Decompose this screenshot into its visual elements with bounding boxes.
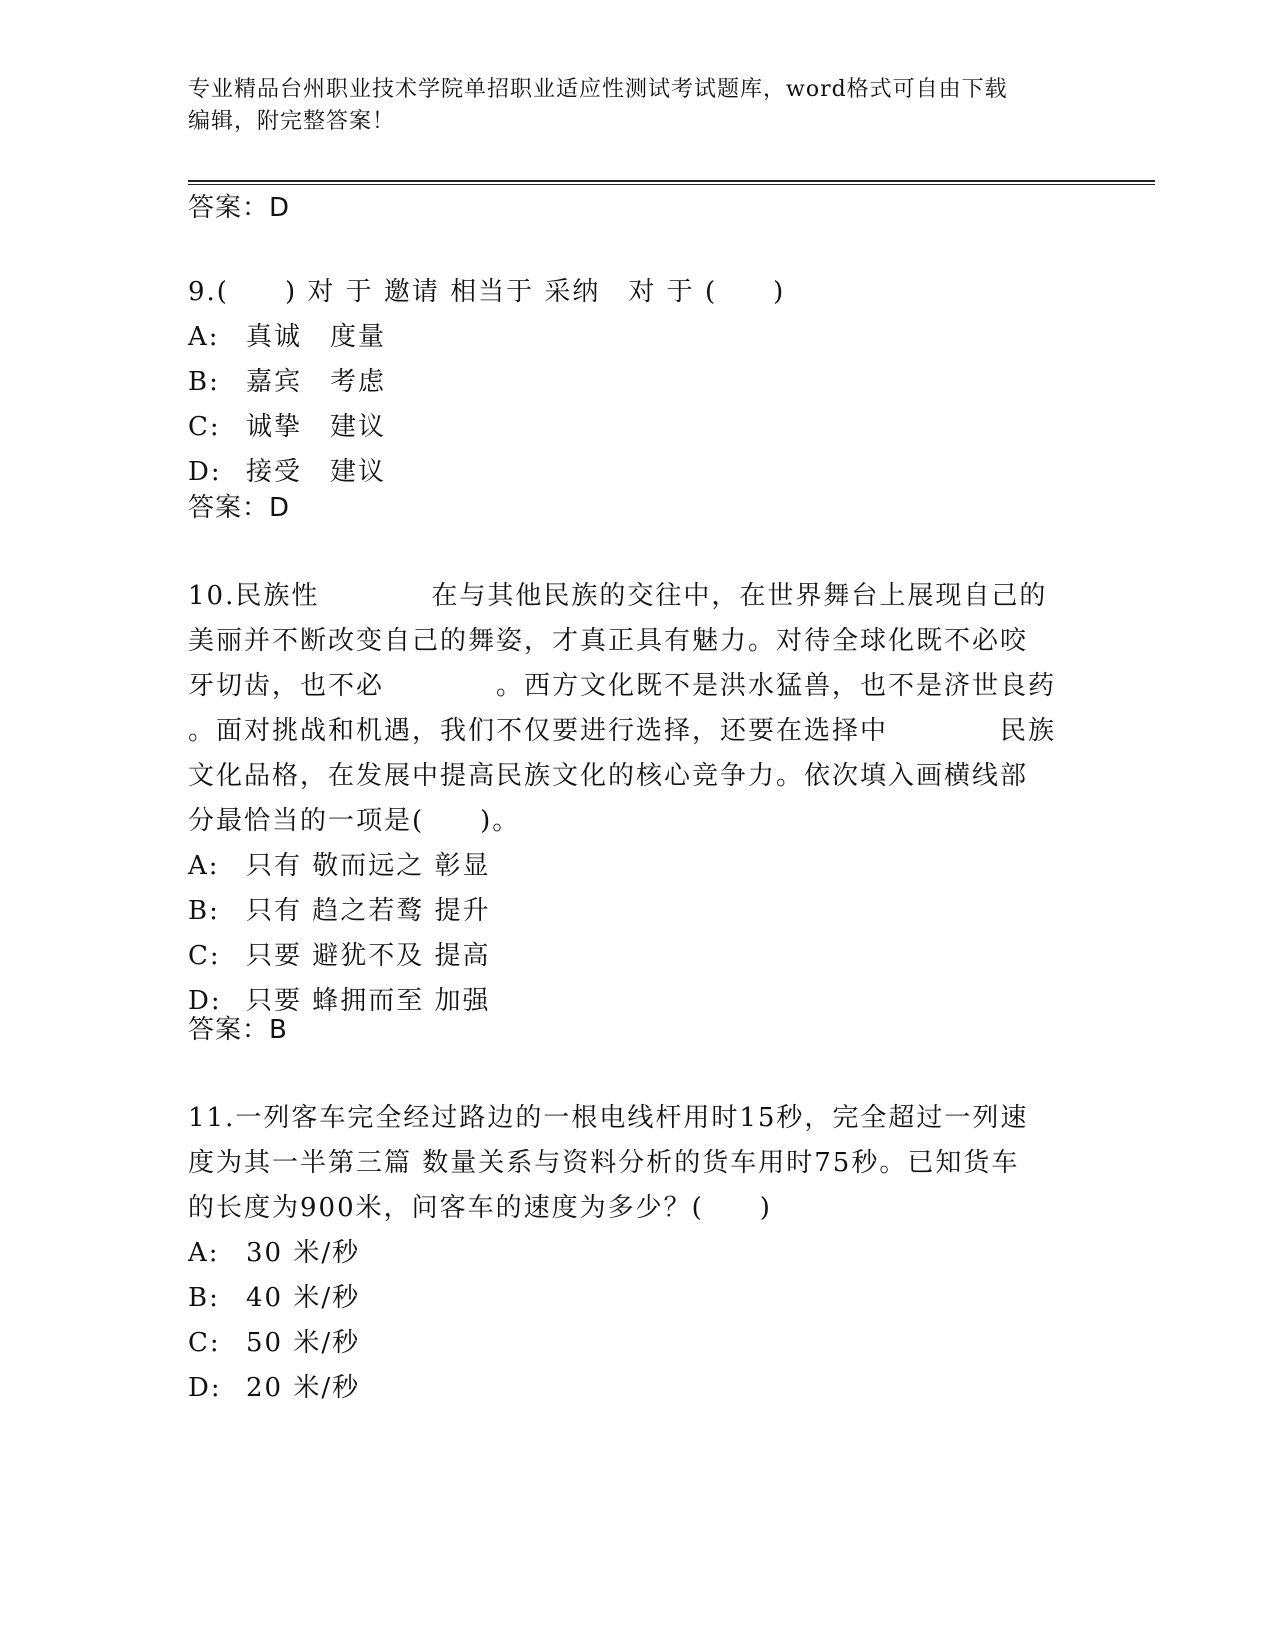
answer-label: 答案：B [188,1015,288,1045]
question-stem-line: 美丽并不断改变自己的舞姿，才真正具有魅力。对待全球化既不必咬 [188,626,1029,656]
option-d [188,1366,1088,1411]
option-letter: C: [188,941,221,971]
option-text: 50 米/秒 [246,1328,361,1358]
question-stem-line: 。面对挑战和机遇，我们不仅要进行选择，还要在选择中 民族 [188,716,1057,746]
header-line-2: 编辑，附完整答案！ [188,109,396,134]
answer-label: 答案：D [188,193,291,223]
option-text: 只要 蜂拥而至 加强 [246,986,491,1016]
option-letter: D: [188,1373,222,1403]
option-text: 嘉宾 考虑 [246,367,387,397]
option-text: 30 米/秒 [246,1238,361,1268]
question-stem-line: 11.一列客车完全经过路边的一根电线杆用时15秒，完全超过一列速 [188,1103,1029,1133]
question-stem-line: 10.民族性 在与其他民族的交往中，在世界舞台上展现自己的 [188,581,1048,611]
option-letter: D: [188,457,222,487]
option-c [188,934,1088,979]
option-text: 接受 建议 [246,457,387,487]
option-letter: B: [188,896,220,926]
question-10 [188,574,1088,1024]
option-letter: A: [188,851,220,881]
option-text: 真诚 度量 [246,322,387,352]
header-divider-thin [188,184,1155,185]
option-letter: A: [188,1238,220,1268]
question-stem-line: 牙切齿，也不必 。西方文化既不是洪水猛兽，也不是济世良药 [188,671,1057,701]
header-divider [188,180,1155,182]
option-d [188,979,1088,1024]
option-c [188,405,1088,450]
option-a [188,315,1088,360]
question-stem: 9.( ) 对 于 邀请 相当于 采纳 对 于 ( ) [188,277,786,307]
option-letter: D: [188,986,222,1016]
option-text: 诚挚 建议 [246,412,387,442]
option-c [188,1321,1088,1366]
option-b [188,1276,1088,1321]
option-letter: B: [188,367,220,397]
question-stem-line: 度为其一半第三篇 数量关系与资料分析的货车用时75秒。已知货车 [188,1148,1020,1178]
option-b [188,360,1088,405]
question-stem-line: 文化品格，在发展中提高民族文化的核心竞争力。依次填入画横线部 [188,761,1029,791]
option-letter: C: [188,1328,221,1358]
option-text: 只有 敬而远之 彰显 [246,851,491,881]
option-b [188,889,1088,934]
option-text: 只有 趋之若鹜 提升 [246,896,491,926]
option-letter: B: [188,1283,220,1313]
answer-label: 答案：D [188,493,291,523]
option-a [188,844,1088,889]
option-text: 20 米/秒 [246,1373,361,1403]
page-header [188,74,1088,138]
option-text: 40 米/秒 [246,1283,361,1313]
option-letter: A: [188,322,220,352]
question-stem-line: 的长度为900米，问客车的速度为多少？( ) [188,1193,772,1223]
option-letter: C: [188,412,221,442]
option-a [188,1231,1088,1276]
question-stem-line: 分最恰当的一项是( )。 [188,806,521,836]
header-line-1: 专业精品台州职业技术学院单招职业适应性测试考试题库，word格式可自由下载 [188,77,1008,102]
question-9 [188,270,1088,495]
option-text: 只要 避犹不及 提高 [246,941,491,971]
option-d [188,450,1088,495]
question-11 [188,1096,1088,1411]
